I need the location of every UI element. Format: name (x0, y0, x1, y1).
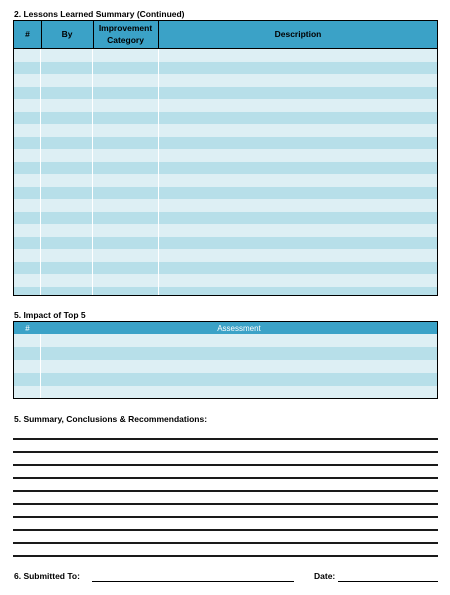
table-cell[interactable] (14, 347, 41, 360)
impact-table (13, 321, 438, 399)
table-row (14, 137, 437, 150)
table-cell[interactable] (159, 162, 438, 175)
table-cell[interactable] (41, 149, 93, 162)
table-cell[interactable] (93, 262, 159, 275)
table-cell[interactable] (41, 386, 438, 399)
writing-line[interactable] (13, 516, 438, 518)
table-cell[interactable] (41, 174, 93, 187)
table-cell[interactable] (41, 373, 438, 386)
header-category: Improvement Category (93, 21, 159, 48)
table-cell[interactable] (159, 224, 438, 237)
impact-rows (14, 334, 437, 398)
table-cell[interactable] (93, 49, 159, 62)
table-cell[interactable] (41, 112, 93, 125)
table-cell[interactable] (41, 162, 93, 175)
table-cell[interactable] (93, 287, 159, 297)
lessons-rows (14, 49, 437, 295)
table-row (14, 360, 437, 373)
table-cell[interactable] (14, 87, 41, 100)
table-cell[interactable] (41, 360, 438, 373)
table-row (14, 373, 437, 386)
header-num: # (25, 323, 30, 333)
table-row (14, 162, 437, 175)
table-cell[interactable] (41, 224, 93, 237)
table-cell[interactable] (93, 187, 159, 200)
table-header (14, 21, 437, 49)
table-cell[interactable] (14, 249, 41, 262)
table-cell[interactable] (14, 112, 41, 125)
table-row (14, 274, 437, 287)
table-row (14, 199, 437, 212)
table-cell[interactable] (14, 137, 41, 150)
table-cell[interactable] (41, 137, 93, 150)
table-cell[interactable] (14, 99, 41, 112)
table-cell[interactable] (93, 224, 159, 237)
table-cell[interactable] (93, 274, 159, 287)
table-cell[interactable] (41, 99, 93, 112)
table-cell[interactable] (159, 137, 438, 150)
table-cell[interactable] (14, 124, 41, 137)
table-cell[interactable] (14, 334, 41, 347)
table-cell[interactable] (41, 262, 93, 275)
header-assessment: Assessment (217, 323, 261, 333)
table-cell[interactable] (159, 287, 438, 297)
table-cell[interactable] (14, 262, 41, 275)
table-cell[interactable] (41, 287, 93, 297)
date-label: Date: (314, 571, 336, 581)
table-cell[interactable] (159, 199, 438, 212)
table-cell[interactable] (93, 212, 159, 225)
table-cell[interactable] (14, 49, 41, 62)
submitted-to-field[interactable] (92, 581, 294, 582)
summary-title: 5. Summary, Conclusions & Recommendations: (14, 414, 208, 424)
table-cell[interactable] (159, 274, 438, 287)
table-cell[interactable] (159, 87, 438, 100)
writing-line[interactable] (13, 529, 438, 531)
table-cell[interactable] (93, 137, 159, 150)
table-cell[interactable] (159, 99, 438, 112)
table-cell[interactable] (41, 334, 438, 347)
table-cell[interactable] (159, 187, 438, 200)
table-cell[interactable] (14, 287, 41, 297)
table-row (14, 174, 437, 187)
table-cell[interactable] (93, 87, 159, 100)
table-cell[interactable] (14, 274, 41, 287)
table-row (14, 124, 437, 137)
table-cell[interactable] (41, 74, 93, 87)
table-cell[interactable] (93, 199, 159, 212)
table-row (14, 112, 437, 125)
table-cell[interactable] (41, 212, 93, 225)
table-cell[interactable] (41, 62, 93, 75)
lessons-learned-table (13, 20, 438, 296)
table-cell[interactable] (159, 174, 438, 187)
table-cell[interactable] (159, 262, 438, 275)
table-cell[interactable] (14, 74, 41, 87)
writing-line[interactable] (13, 542, 438, 544)
table-row (14, 212, 437, 225)
table-cell[interactable] (93, 112, 159, 125)
table-row (14, 347, 437, 360)
table-cell[interactable] (41, 249, 93, 262)
writing-line[interactable] (13, 477, 438, 479)
table-cell[interactable] (41, 347, 438, 360)
table-row (14, 249, 437, 262)
table-cell[interactable] (93, 74, 159, 87)
table-row (14, 49, 437, 62)
summary-lines (13, 438, 438, 568)
table-row (14, 149, 437, 162)
table-cell[interactable] (14, 237, 41, 250)
table-row (14, 386, 437, 399)
writing-line[interactable] (13, 438, 438, 440)
table-cell[interactable] (159, 237, 438, 250)
table-header (14, 322, 437, 334)
table-cell[interactable] (14, 174, 41, 187)
table-cell[interactable] (14, 162, 41, 175)
writing-line[interactable] (13, 503, 438, 505)
table-row (14, 237, 437, 250)
table-cell[interactable] (41, 49, 93, 62)
table-cell[interactable] (159, 112, 438, 125)
header-by: By (41, 21, 94, 48)
table-cell[interactable] (159, 124, 438, 137)
table-row (14, 262, 437, 275)
table-cell[interactable] (93, 249, 159, 262)
table-cell[interactable] (159, 49, 438, 62)
header-num: # (14, 21, 42, 48)
table-cell[interactable] (159, 212, 438, 225)
table-cell[interactable] (159, 62, 438, 75)
table-row (14, 334, 437, 347)
table-cell[interactable] (14, 224, 41, 237)
table-cell[interactable] (93, 99, 159, 112)
table-cell[interactable] (14, 149, 41, 162)
date-field[interactable] (338, 581, 438, 582)
table-cell[interactable] (14, 360, 41, 373)
table-cell[interactable] (14, 62, 41, 75)
table-cell[interactable] (41, 87, 93, 100)
writing-line[interactable] (13, 490, 438, 492)
writing-line[interactable] (13, 451, 438, 453)
table-cell[interactable] (159, 149, 438, 162)
table-row (14, 74, 437, 87)
writing-line[interactable] (13, 464, 438, 466)
table-cell[interactable] (41, 199, 93, 212)
table-cell[interactable] (14, 199, 41, 212)
writing-line[interactable] (13, 555, 438, 557)
table-row (14, 99, 437, 112)
header-description: Description (274, 28, 322, 39)
table-cell[interactable] (41, 237, 93, 250)
table-cell[interactable] (14, 386, 41, 399)
table-cell[interactable] (14, 187, 41, 200)
table-cell[interactable] (159, 249, 438, 262)
table-row (14, 187, 437, 200)
table-cell[interactable] (41, 124, 93, 137)
table-cell[interactable] (93, 162, 159, 175)
table-cell[interactable] (93, 174, 159, 187)
table-cell[interactable] (41, 187, 93, 200)
table-cell[interactable] (93, 124, 159, 137)
table-cell[interactable] (14, 212, 41, 225)
table-row (14, 287, 437, 297)
table-cell[interactable] (159, 74, 438, 87)
table-row (14, 224, 437, 237)
submitted-to-label: 6. Submitted To: (14, 571, 80, 581)
impact-title: 5. Impact of Top 5 (14, 310, 86, 320)
table-cell[interactable] (93, 149, 159, 162)
table-row (14, 62, 437, 75)
table-cell[interactable] (41, 274, 93, 287)
table-cell[interactable] (14, 373, 41, 386)
table-row (14, 87, 437, 100)
table-cell[interactable] (93, 237, 159, 250)
lessons-learned-title: 2. Lessons Learned Summary (Continued) (14, 9, 185, 19)
table-cell[interactable] (93, 62, 159, 75)
